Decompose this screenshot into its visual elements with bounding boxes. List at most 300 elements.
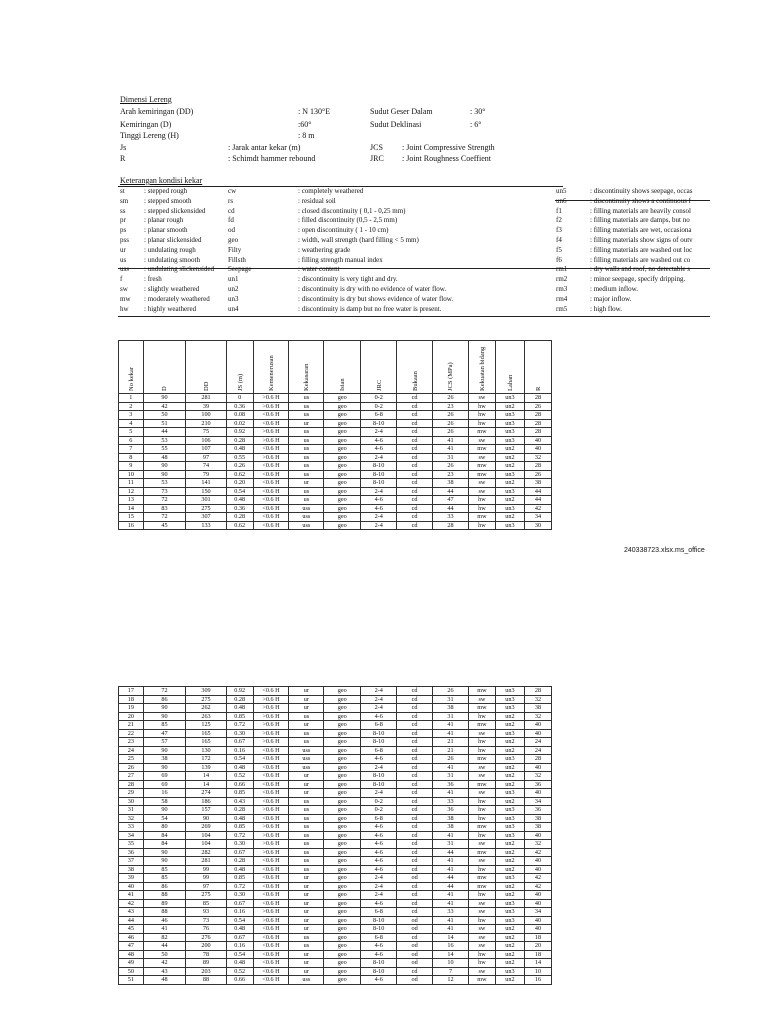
table-cell: 8-10 [361, 772, 397, 781]
table-row [119, 445, 552, 454]
table-cell: 32 [525, 840, 552, 849]
table-cell: 26 [433, 394, 469, 403]
legend-description: : completely weathered [298, 187, 364, 195]
table-cell: 9 [119, 462, 144, 471]
legend-code: geo [228, 236, 239, 244]
table-row [119, 462, 552, 471]
table-cell: 0-2 [361, 394, 397, 403]
table-cell: 41 [433, 789, 469, 798]
column-header [361, 341, 397, 394]
legend-code: un3 [228, 294, 239, 303]
table-cell: 172 [186, 755, 226, 764]
legend-description: : filling materials are washed out co [590, 255, 691, 264]
table-cell: 18 [525, 933, 552, 942]
table-cell: 0.36 [226, 504, 253, 513]
legend-code: st [120, 187, 125, 195]
table-cell: geo [324, 908, 361, 917]
column-header-label: R [535, 386, 542, 391]
table-cell: 42 [525, 504, 552, 513]
table-cell: 90 [143, 712, 186, 721]
table-cell: ur [289, 882, 324, 891]
table-cell: un3 [495, 806, 524, 815]
joint-table-top [118, 340, 552, 530]
table-cell: geo [324, 780, 361, 789]
joint-table-bottom [118, 686, 552, 985]
table-cell: 40 [525, 789, 552, 798]
table-cell: 46 [143, 916, 186, 925]
arah-value: : N 130°E [298, 107, 331, 116]
table-cell: 85 [143, 874, 186, 883]
table-cell: geo [324, 814, 361, 823]
table-cell: geo [324, 411, 361, 420]
table-cell: un2 [495, 445, 524, 454]
table-cell: <0.6 H [253, 479, 289, 488]
column-header-label: No kekar [127, 366, 135, 391]
legend-description: : fresh [144, 275, 162, 284]
table-cell: 90 [186, 814, 226, 823]
table-cell: 41 [119, 891, 144, 900]
table-cell: 90 [143, 470, 186, 479]
table-cell: geo [324, 394, 361, 403]
table-cell: 0.54 [226, 755, 253, 764]
table-cell: 40 [525, 445, 552, 454]
table-cell: mw [468, 882, 495, 891]
table-cell: 43 [119, 908, 144, 917]
table-cell: cd [397, 729, 433, 738]
r-value: : Schimdt hammer rebound [228, 154, 316, 163]
table-cell: 73 [186, 916, 226, 925]
table-cell: 31 [433, 712, 469, 721]
table-cell: 15 [119, 513, 144, 522]
table-cell: ur [289, 916, 324, 925]
table-cell: 0.54 [226, 950, 253, 959]
table-cell: un3 [495, 394, 524, 403]
table-cell: 40 [525, 763, 552, 772]
table-cell: 41 [433, 445, 469, 454]
table-cell: 4-6 [361, 950, 397, 959]
table-cell: 41 [433, 436, 469, 445]
table-cell: 6-8 [361, 908, 397, 917]
table-cell: un3 [495, 755, 524, 764]
table-cell: un3 [495, 436, 524, 445]
table-cell: 86 [143, 695, 186, 704]
table-row [119, 942, 552, 951]
table-cell: 200 [186, 942, 226, 951]
table-cell: sw [468, 789, 495, 798]
table-cell: 18 [525, 950, 552, 959]
table-row [119, 950, 552, 959]
column-header-label: Lahan [506, 374, 514, 391]
table-cell: geo [324, 695, 361, 704]
table-row [119, 470, 552, 479]
table-cell: 36 [119, 848, 144, 857]
js-value: : Jarak antar kekar (m) [228, 143, 301, 152]
jcs-label: JCS [370, 143, 383, 152]
table-cell: 40 [525, 857, 552, 866]
table-cell: 80 [143, 823, 186, 832]
table-cell: 0.30 [226, 891, 253, 900]
legend-code: us [120, 255, 127, 264]
table-cell: un2 [495, 712, 524, 721]
table-cell: un2 [495, 891, 524, 900]
table-cell: geo [324, 857, 361, 866]
table-cell: 38 [433, 479, 469, 488]
table-cell: 281 [186, 394, 226, 403]
table-cell: 28 [525, 394, 552, 403]
legend-code: ss [120, 206, 126, 215]
table-cell: un2 [495, 402, 524, 411]
table-cell: 30 [525, 521, 552, 530]
table-cell: 26 [433, 462, 469, 471]
legend-description: : filling strength manual index [298, 255, 383, 264]
table-cell: 36 [525, 780, 552, 789]
table-cell: 35 [119, 840, 144, 849]
table-cell: 93 [186, 908, 226, 917]
table-row [119, 738, 552, 747]
table-cell: 44 [433, 487, 469, 496]
table-cell: 32 [525, 695, 552, 704]
table-cell: 1 [119, 394, 144, 403]
table-cell: <0.6 H [253, 411, 289, 420]
table-cell: 130 [186, 746, 226, 755]
table-cell: un2 [495, 453, 524, 462]
kemiringan-value: :60° [298, 120, 312, 129]
table-cell: cd [397, 487, 433, 496]
table-cell: un3 [495, 729, 524, 738]
table-row [119, 436, 552, 445]
table-cell: hw [468, 402, 495, 411]
table-cell: 99 [186, 874, 226, 883]
table-cell: 307 [186, 513, 226, 522]
table-row [119, 933, 552, 942]
legend-code: un5 [556, 187, 567, 195]
table-row [119, 823, 552, 832]
table-cell: hw [468, 831, 495, 840]
r-label: R [120, 154, 126, 163]
table-cell: 47 [433, 496, 469, 505]
table-cell: geo [324, 755, 361, 764]
table-cell: hw [468, 950, 495, 959]
table-cell: geo [324, 831, 361, 840]
table-cell: 0.72 [226, 831, 253, 840]
table-cell: cd [397, 831, 433, 840]
table-cell: 0.85 [226, 789, 253, 798]
table-cell: 2-4 [361, 428, 397, 437]
table-cell: geo [324, 487, 361, 496]
table-cell: 90 [143, 857, 186, 866]
table-cell: 38 [433, 823, 469, 832]
table-cell: cd [397, 738, 433, 747]
table-row [119, 891, 552, 900]
table-cell: geo [324, 806, 361, 815]
table-cell: 8-10 [361, 729, 397, 738]
table-cell: 0.16 [226, 746, 253, 755]
table-row [119, 721, 552, 730]
table-cell: geo [324, 419, 361, 428]
table-cell: us [289, 428, 324, 437]
table-cell: ur [289, 419, 324, 428]
table-cell: uss [289, 521, 324, 530]
table-cell: 73 [143, 487, 186, 496]
table-cell: cd [397, 704, 433, 713]
table-cell: 53 [143, 436, 186, 445]
table-cell: 21 [433, 746, 469, 755]
legend-code: cw [228, 187, 237, 195]
legend-code: rm2 [556, 275, 568, 284]
table-cell: us [289, 933, 324, 942]
table-cell: un2 [495, 857, 524, 866]
table-cell: 21 [433, 738, 469, 747]
table-cell: 29 [119, 789, 144, 798]
table-row [119, 513, 552, 522]
table-cell: 97 [186, 882, 226, 891]
table-cell: <0.6 H [253, 504, 289, 513]
table-cell: 27 [119, 772, 144, 781]
table-cell: cd [397, 882, 433, 891]
table-cell: <0.6 H [253, 857, 289, 866]
table-cell: 24 [119, 746, 144, 755]
table-cell: uss [289, 513, 324, 522]
table-cell: ur [289, 721, 324, 730]
table-cell: 38 [119, 865, 144, 874]
column-header-label: JS (m) [236, 373, 244, 391]
table-cell: geo [324, 729, 361, 738]
table-cell: us [289, 857, 324, 866]
legend-code: ur [120, 245, 126, 254]
column-header [186, 341, 226, 394]
table-cell: 31 [433, 453, 469, 462]
table-cell: 40 [525, 899, 552, 908]
table-cell: 165 [186, 729, 226, 738]
table-cell: us [289, 496, 324, 505]
legend-description: : filling materials are heavily consol [590, 206, 691, 215]
table-cell: mw [468, 780, 495, 789]
table-cell: cd [397, 797, 433, 806]
jrc-value: : Joint Roughness Coeffient [402, 154, 491, 163]
table-cell: 0.48 [226, 925, 253, 934]
table-row [119, 797, 552, 806]
table-cell: un3 [495, 874, 524, 883]
table-cell: cd [397, 453, 433, 462]
table-cell: uss [289, 763, 324, 772]
table-cell: >0.6 H [253, 695, 289, 704]
table-cell: 2-4 [361, 874, 397, 883]
table-cell: 107 [186, 445, 226, 454]
table-cell: 28 [525, 411, 552, 420]
table-cell: mw [468, 721, 495, 730]
table-cell: un2 [495, 746, 524, 755]
table-cell: 26 [525, 470, 552, 479]
table-cell: un3 [495, 814, 524, 823]
kemiringan-label: Kemiringan (D) [120, 120, 172, 129]
table-cell: 281 [186, 857, 226, 866]
table-cell: us [289, 470, 324, 479]
table-cell: 0.26 [226, 462, 253, 471]
table-cell: sw [468, 942, 495, 951]
table-cell: >0.6 H [253, 738, 289, 747]
table-cell: hw [468, 806, 495, 815]
table-cell: 4-6 [361, 848, 397, 857]
deklinasi-label: Sudut Deklinasi [370, 120, 422, 129]
legend-bottom-rule [118, 316, 710, 317]
table-cell: hw [468, 504, 495, 513]
table-cell: 14 [119, 504, 144, 513]
table-cell: cd [397, 806, 433, 815]
table-row [119, 695, 552, 704]
table-cell: 41 [433, 721, 469, 730]
table-cell: 0.28 [226, 806, 253, 815]
table-cell: geo [324, 504, 361, 513]
table-cell: 89 [186, 959, 226, 968]
table-cell: cd [397, 840, 433, 849]
table-cell: 44 [119, 916, 144, 925]
legend-code: Seepage [228, 265, 252, 274]
table-cell: 49 [119, 959, 144, 968]
table-cell: cd [397, 814, 433, 823]
table-cell: 28 [525, 755, 552, 764]
table-cell: us [289, 487, 324, 496]
table-cell: 33 [433, 797, 469, 806]
table-cell: 38 [525, 479, 552, 488]
legend-description: : stepped slickensided [144, 206, 206, 215]
table-cell: cd [397, 428, 433, 437]
table-cell: 41 [433, 899, 469, 908]
table-cell: cd [397, 470, 433, 479]
table-cell: 4-6 [361, 942, 397, 951]
table-cell: 0.20 [226, 479, 253, 488]
table-cell: us [289, 831, 324, 840]
table-cell: 33 [433, 513, 469, 522]
table-cell: ur [289, 891, 324, 900]
table-cell: hw [468, 712, 495, 721]
table-cell: cd [397, 857, 433, 866]
table-cell: 12 [433, 976, 469, 985]
table-cell: 0.43 [226, 797, 253, 806]
legend-code: sw [120, 285, 128, 293]
column-header [253, 341, 289, 394]
table-cell: 8 [119, 453, 144, 462]
table-cell: 38 [433, 814, 469, 823]
table-cell: 2-4 [361, 789, 397, 798]
legend-code: hw [120, 304, 129, 313]
table-cell: cd [397, 419, 433, 428]
table-cell: geo [324, 513, 361, 522]
table-cell: 14 [186, 780, 226, 789]
table-cell: <0.6 H [253, 763, 289, 772]
table-cell: 0.52 [226, 967, 253, 976]
column-header-label: Isian [339, 378, 347, 391]
table-cell: sw [468, 967, 495, 976]
table-cell: 26 [433, 687, 469, 696]
table-row [119, 959, 552, 968]
table-cell: 0.28 [226, 436, 253, 445]
table-cell: 6-8 [361, 814, 397, 823]
table-cell: 0.62 [226, 521, 253, 530]
table-cell: 2-4 [361, 891, 397, 900]
table-cell: >0.6 H [253, 394, 289, 403]
table-cell: od [397, 942, 433, 951]
legend-code: pr [120, 216, 126, 225]
table-cell: 76 [186, 925, 226, 934]
table-cell: 10 [525, 967, 552, 976]
table-cell: 150 [186, 487, 226, 496]
table-row [119, 687, 552, 696]
table-cell: 78 [186, 950, 226, 959]
table-cell: cd [397, 780, 433, 789]
table-cell: ur [289, 950, 324, 959]
table-cell: un3 [495, 470, 524, 479]
table-cell: hw [468, 411, 495, 420]
table-cell: 25 [119, 755, 144, 764]
table-row [119, 831, 552, 840]
table-cell: 86 [143, 882, 186, 891]
table-cell: 282 [186, 848, 226, 857]
table-cell: >0.6 H [253, 729, 289, 738]
column-header-label: Bukaan [411, 371, 419, 391]
table-cell: 40 [525, 831, 552, 840]
table-cell: us [289, 823, 324, 832]
table-cell: un2 [495, 976, 524, 985]
table-cell: 48 [143, 976, 186, 985]
column-header-label: DD [202, 381, 210, 391]
table-cell: un3 [495, 908, 524, 917]
table-row [119, 755, 552, 764]
table-cell: un2 [495, 959, 524, 968]
table-cell: <0.6 H [253, 487, 289, 496]
legend-description: : moderately weathered [144, 294, 210, 303]
table-cell: geo [324, 823, 361, 832]
table-cell: cd [397, 445, 433, 454]
table-cell: 269 [186, 823, 226, 832]
table-row [119, 967, 552, 976]
table-cell: cd [397, 436, 433, 445]
table-cell: 301 [186, 496, 226, 505]
table-row [119, 976, 552, 985]
table-cell: sw [468, 908, 495, 917]
table-cell: mw [468, 687, 495, 696]
tinggi-value: : 8 m [298, 131, 315, 140]
table-cell: cd [397, 746, 433, 755]
table-cell: 275 [186, 504, 226, 513]
table-cell: 104 [186, 831, 226, 840]
table-cell: 32 [525, 772, 552, 781]
table-cell: sw [468, 899, 495, 908]
table-cell: 6 [119, 436, 144, 445]
table-cell: un3 [495, 916, 524, 925]
table-cell: 4-6 [361, 857, 397, 866]
table-cell: 0-2 [361, 402, 397, 411]
table-cell: 41 [143, 925, 186, 934]
table-cell: 6-8 [361, 411, 397, 420]
legend-description: : slightly weathered [144, 285, 200, 293]
table-cell: 4-6 [361, 976, 397, 985]
table-cell: <0.6 H [253, 933, 289, 942]
table-cell: mw [468, 470, 495, 479]
table-cell: 50 [143, 411, 186, 420]
table-row [119, 419, 552, 428]
legend-description: : filled discontinuity (0,5 - 2,5 mm) [298, 216, 398, 225]
table-cell: cd [397, 772, 433, 781]
table-cell: 125 [186, 721, 226, 730]
table-cell: 262 [186, 704, 226, 713]
table-cell: 8-10 [361, 462, 397, 471]
table-cell: 17 [119, 687, 144, 696]
table-cell: 90 [143, 848, 186, 857]
legend-description: : minor seepage, specify dripping. [590, 275, 686, 284]
table-cell: 4-6 [361, 831, 397, 840]
table-cell: >0.6 H [253, 453, 289, 462]
table-row [119, 840, 552, 849]
